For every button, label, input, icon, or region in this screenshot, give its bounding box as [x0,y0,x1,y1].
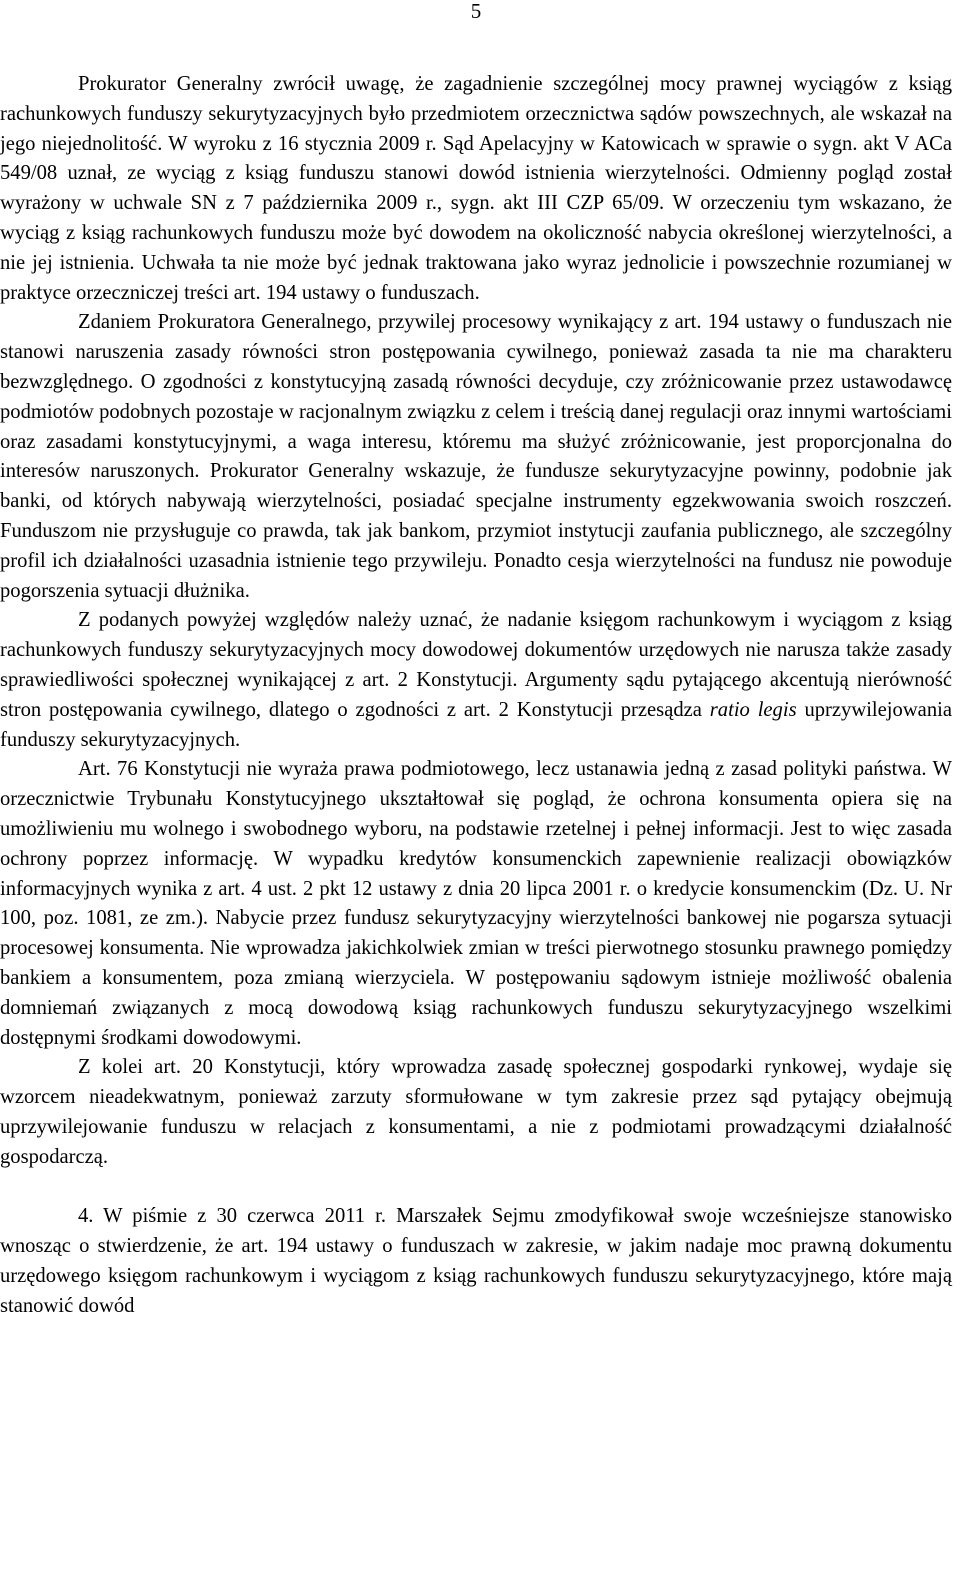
paragraph-zdaniem-prokuratora: Zdaniem Prokuratora Generalnego, przywilej procesowy wynikający z art. 194 ustawy o funduszach nie stanowi naruszenia zasady równości stron postępowania cywilnego, ponieważ zasada ta nie ma charakteru bezwzględnego. O zgodności z konstytucyjną zasadą równości decyduje, czy zróżnicowanie przez ustawodawcę podmiotów podobnych pozostaje w racjonalnym związku z celem i treścią danej regulacji oraz innymi wartościami oraz zasadami konstytucyjnymi, a waga interesu, któremu ma służyć zróżnicowanie, jest proporcjonalna do interesów naruszonych. Prokurator Generalny wskazuje, że fundusze sekurytyzacyjne powinny, podobnie jak banki, od których nabywają wierzytelności, posiadać specjalne instrumenty egzekwowania swoich roszczeń. Funduszom nie przysługuje co prawda, tak jak bankom, przymiot instytucji zaufania publicznego, ale szczególny profil ich działalności uzasadnia istnienie tego przywileju. Ponadto cesja wierzytelności na fundusz nie powoduje pogorszenia sytuacji dłużnika. [0,311,952,602]
italic-phrase: ratio legis [709,698,797,721]
paragraph-text-segment: Z podanych powyżej względów należy uznać, że nadanie księgom rachunkowym i wyciągom z ksiąg rachunkowych funduszy sekurytyzacyjnych mocy dowodowej dokumentów urzędowych nie narusza także zasady sprawiedliwości społecznej wynikającej z art. 2 Konstytucji. Argumenty sądu pytającego akcentują nierówność stron postępowania cywilnego, dlatego o zgodności z art. 2 Konstytucji przesądza [0,609,952,721]
paragraph-art-20: Z kolei art. 20 Konstytucji, który wprowadza zasadę społecznej gospodarki rynkowej, wydaje się wzorcem nieadekwatnym, ponieważ zarzuty sformułowane w tym zakresie przez sąd pytający obejmują uprzywilejowanie funduszu w relacjach z konsumentami, a nie z podmiotami prowadzącymi działalność gospodarczą. [0,1056,952,1168]
document-body [0,70,952,1321]
paragraph-prokurator-uwaga: Prokurator Generalny zwrócił uwagę, że zagadnienie szczególnej mocy prawnej wyciągów z ksiąg rachunkowych funduszy sekurytyzacyjnych było przedmiotem orzecznictwa sądów powszechnych, ale wskazał na jego niejednolitość. W wyroku z 16 stycznia 2009 r. Sąd Apelacyjny w Katowicach w sprawie o sygn. akt V ACa 549/08 uznał, ze wyciąg z ksiąg funduszu stanowi dowód istnienia wierzytelności. Odmienny pogląd został wyrażony w uchwale SN z 7 października 2009 r., sygn. akt III CZP 65/09. W orzeczeniu tym wskazano, że wyciąg z ksiąg rachunkowych funduszu może być dowodem na okoliczność nabycia określonej wierzytelności, a nie jej istnienia. Uchwała ta nie może być jednak traktowana jako wyraz jednolicie i powszechnie rozumianej w praktyce orzeczniczej treści art. 194 ustawy o funduszach. [0,73,952,304]
paragraph-z-podanych-wzgledow [0,606,952,755]
paragraph-point-4: 4. W piśmie z 30 czerwca 2011 r. Marszałek Sejmu zmodyfikował swoje wcześniejsze stanowisko wnosząc o stwierdzenie, że art. 194 ustawy o funduszach w zakresie, w jakim nadaje moc prawną dokumentu urzędowego księgom rachunkowym i wyciągom z ksiąg rachunkowych funduszu sekurytyzacyjnego, które mają stanowić dowód [0,1205,952,1317]
paragraph-text-segment: uprzywilejowania funduszy sekurytyzacyjnych. [0,698,952,751]
page-number: 5 [470,0,482,23]
paragraph-art-76: Art. 76 Konstytucji nie wyraża prawa podmiotowego, lecz ustanawia jedną z zasad polityki państwa. W orzecznictwie Trybunału Konstytucyjnego ukształtował się pogląd, że ochrona konsumenta opiera się na umożliwieniu mu wolnego i swobodnego wyboru, na podstawie rzetelnej i pełnej informacji. Jest to więc zasada ochrony poprzez informację. W wypadku kredytów konsumenckich zapewnienie realizacji obowiązków informacyjnych wynika z art. 4 ust. 2 pkt 12 ustawy z dnia 20 lipca 2001 r. o kredycie konsumenckim (Dz. U. Nr 100, poz. 1081, ze zm.). Nabycie przez fundusz sekurytyzacyjny wierzytelności bankowej nie pogarsza sytuacji procesowej konsumenta. Nie wprowadza jakichkolwiek zmian w treści pierwotnego stosunku prawnego pomiędzy bankiem a konsumentem, poza zmianą wierzyciela. W postępowaniu sądowym istnieje możliwość obalenia domniemań związanych z mocą dowodową ksiąg rachunkowych funduszu sekurytyzacyjnego wszelkimi dostępnymi środkami dowodowymi. [0,758,952,1049]
